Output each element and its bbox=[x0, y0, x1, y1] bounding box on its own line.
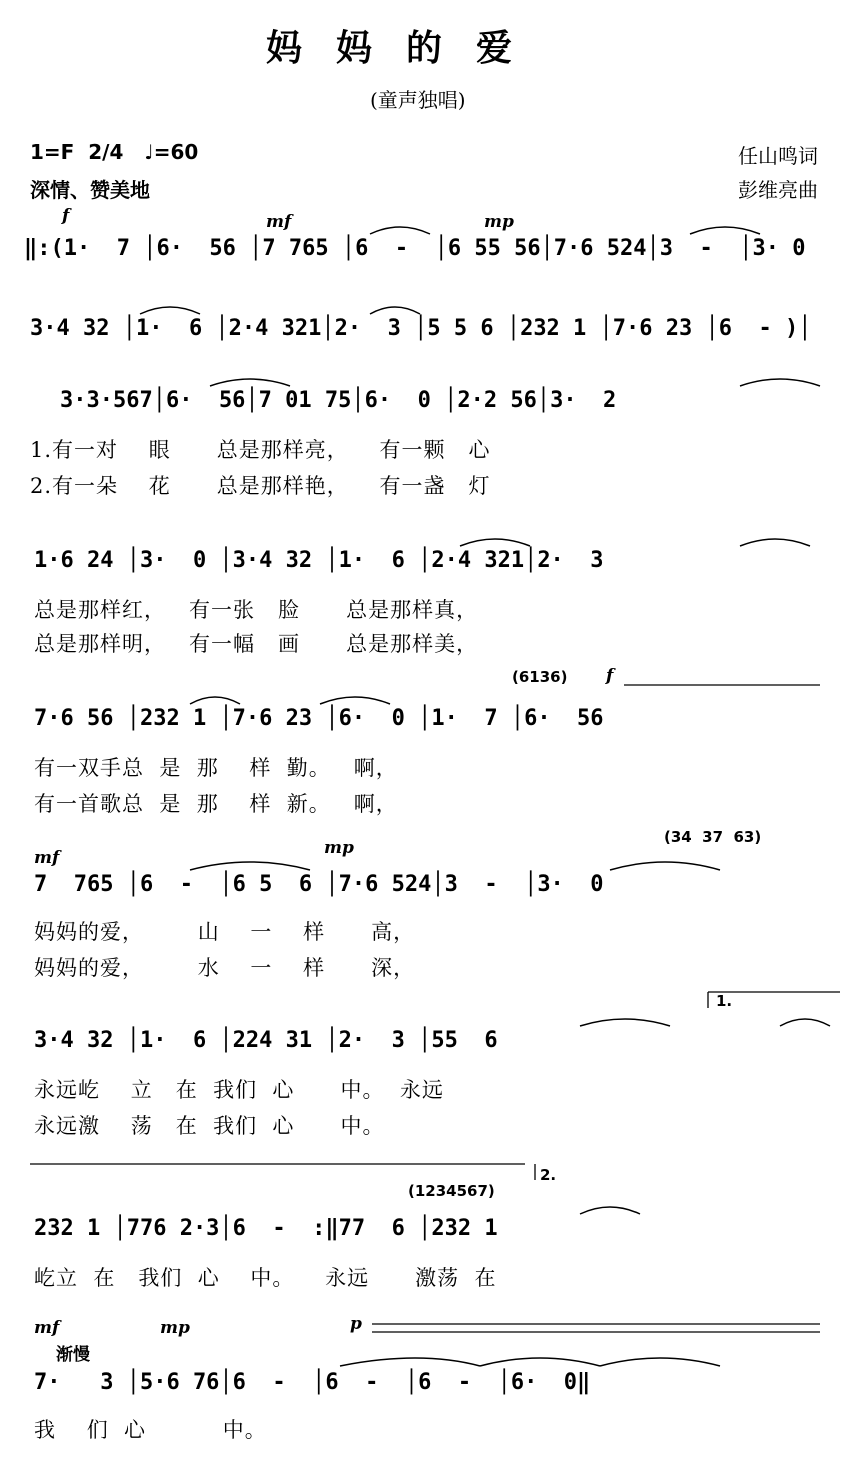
lyric-verse-2: 妈妈的爱， 水 一 样 深， bbox=[34, 956, 416, 980]
notation-line: 3·3·567│6· 56│7 01 75│6· 0 │2·2 56│3· 2 bbox=[60, 388, 617, 413]
grace-note-group: (1234567) bbox=[408, 1182, 495, 1200]
dynamic-mezzo-piano: mp bbox=[160, 1318, 190, 1338]
lyric-verse-2: 永远激 荡 在 我们 心 中。 bbox=[34, 1114, 385, 1138]
lyric-verse-1: 有一双手总 是 那 样 勤。 啊， bbox=[34, 756, 398, 780]
dynamic-forte: f bbox=[62, 206, 70, 226]
song-subtitle: (童声独唱) bbox=[370, 88, 466, 112]
dynamic-mezzo-piano: mp bbox=[484, 212, 514, 232]
song-title: 妈妈的爱 bbox=[266, 27, 547, 69]
notation-line: 7·6 56 │232 1 │7·6 23 │6· 0 │1· 7 │6· 56 bbox=[34, 706, 604, 731]
lyric-verse-1: 总是那样红， 有一张 脸 总是那样真， bbox=[34, 598, 479, 622]
grace-note-group: (6136) bbox=[512, 668, 568, 686]
notation-line: 7 765 │6 - │6 5 6 │7·6 524│3 - │3· 0 bbox=[34, 872, 604, 897]
lyric-verse-1: 1.有一对 眼 总是那样亮， 有一颗 心 bbox=[30, 438, 491, 462]
notation-line: 3·4 32 │1· 6 │224 31 │2· 3 │55 6 bbox=[34, 1028, 498, 1053]
dynamic-mezzo-forte: mf bbox=[266, 212, 292, 232]
volta-second-ending: 2. bbox=[540, 1166, 557, 1184]
notation-line: 232 1 │776 2·3│6 - :‖77 6 │232 1 bbox=[34, 1216, 498, 1241]
notation-line: 3·4 32 │1· 6 │2·4 321│2· 3 │5 5 6 │232 1 │7·6 23 │6 - )│ bbox=[30, 316, 812, 341]
lyric-verse-1: 妈妈的爱， 山 一 样 高， bbox=[34, 920, 416, 944]
notation-line: 1·6 24 │3· 0 │3·4 32 │1· 6 │2·4 321│2· 3 bbox=[34, 548, 604, 573]
dynamic-mezzo-piano: mp bbox=[324, 838, 354, 858]
dynamic-mezzo-forte: mf bbox=[34, 848, 60, 868]
dynamic-forte: f bbox=[606, 666, 614, 686]
lyric-verse-2: 有一首歌总 是 那 样 新。 啊， bbox=[34, 792, 398, 816]
composer-credit: 彭维亮曲 bbox=[738, 178, 818, 202]
lyric-verse-1: 永远屹 立 在 我们 心 中。 永远 bbox=[34, 1078, 444, 1102]
tempo-ritardando: 渐慢 bbox=[56, 1345, 90, 1365]
lyric-verse-2: 总是那样明， 有一幅 画 总是那样美， bbox=[34, 632, 479, 656]
lyric-verse-1: 我 们 心 中。 bbox=[34, 1418, 267, 1442]
lyric-verse-2: 2.有一朵 花 总是那样艳， 有一盏 灯 bbox=[30, 474, 491, 498]
notation-line: 7· 3 │5·6 76│6 - │6 - │6 - │6· 0‖ bbox=[34, 1370, 591, 1395]
key-meter-tempo: 1=F 2/4 ♩=60 bbox=[30, 140, 199, 164]
lyric-verse-1: 屹立 在 我们 心 中。 永远 激荡 在 bbox=[34, 1266, 497, 1290]
lyricist-credit: 任山鸣词 bbox=[738, 144, 818, 168]
volta-first-ending: 1. bbox=[716, 992, 733, 1010]
grace-note-group: (34 37 63) bbox=[664, 828, 762, 846]
dynamic-mezzo-forte: mf bbox=[34, 1318, 60, 1338]
notation-line: ‖:(1· 7 │6· 56 │7 765 │6 - │6 55 56│7·6 524│3 - │3· 0 bbox=[24, 236, 806, 261]
dynamic-piano: p bbox=[350, 1314, 362, 1334]
expression-marking: 深情、赞美地 bbox=[30, 178, 150, 202]
